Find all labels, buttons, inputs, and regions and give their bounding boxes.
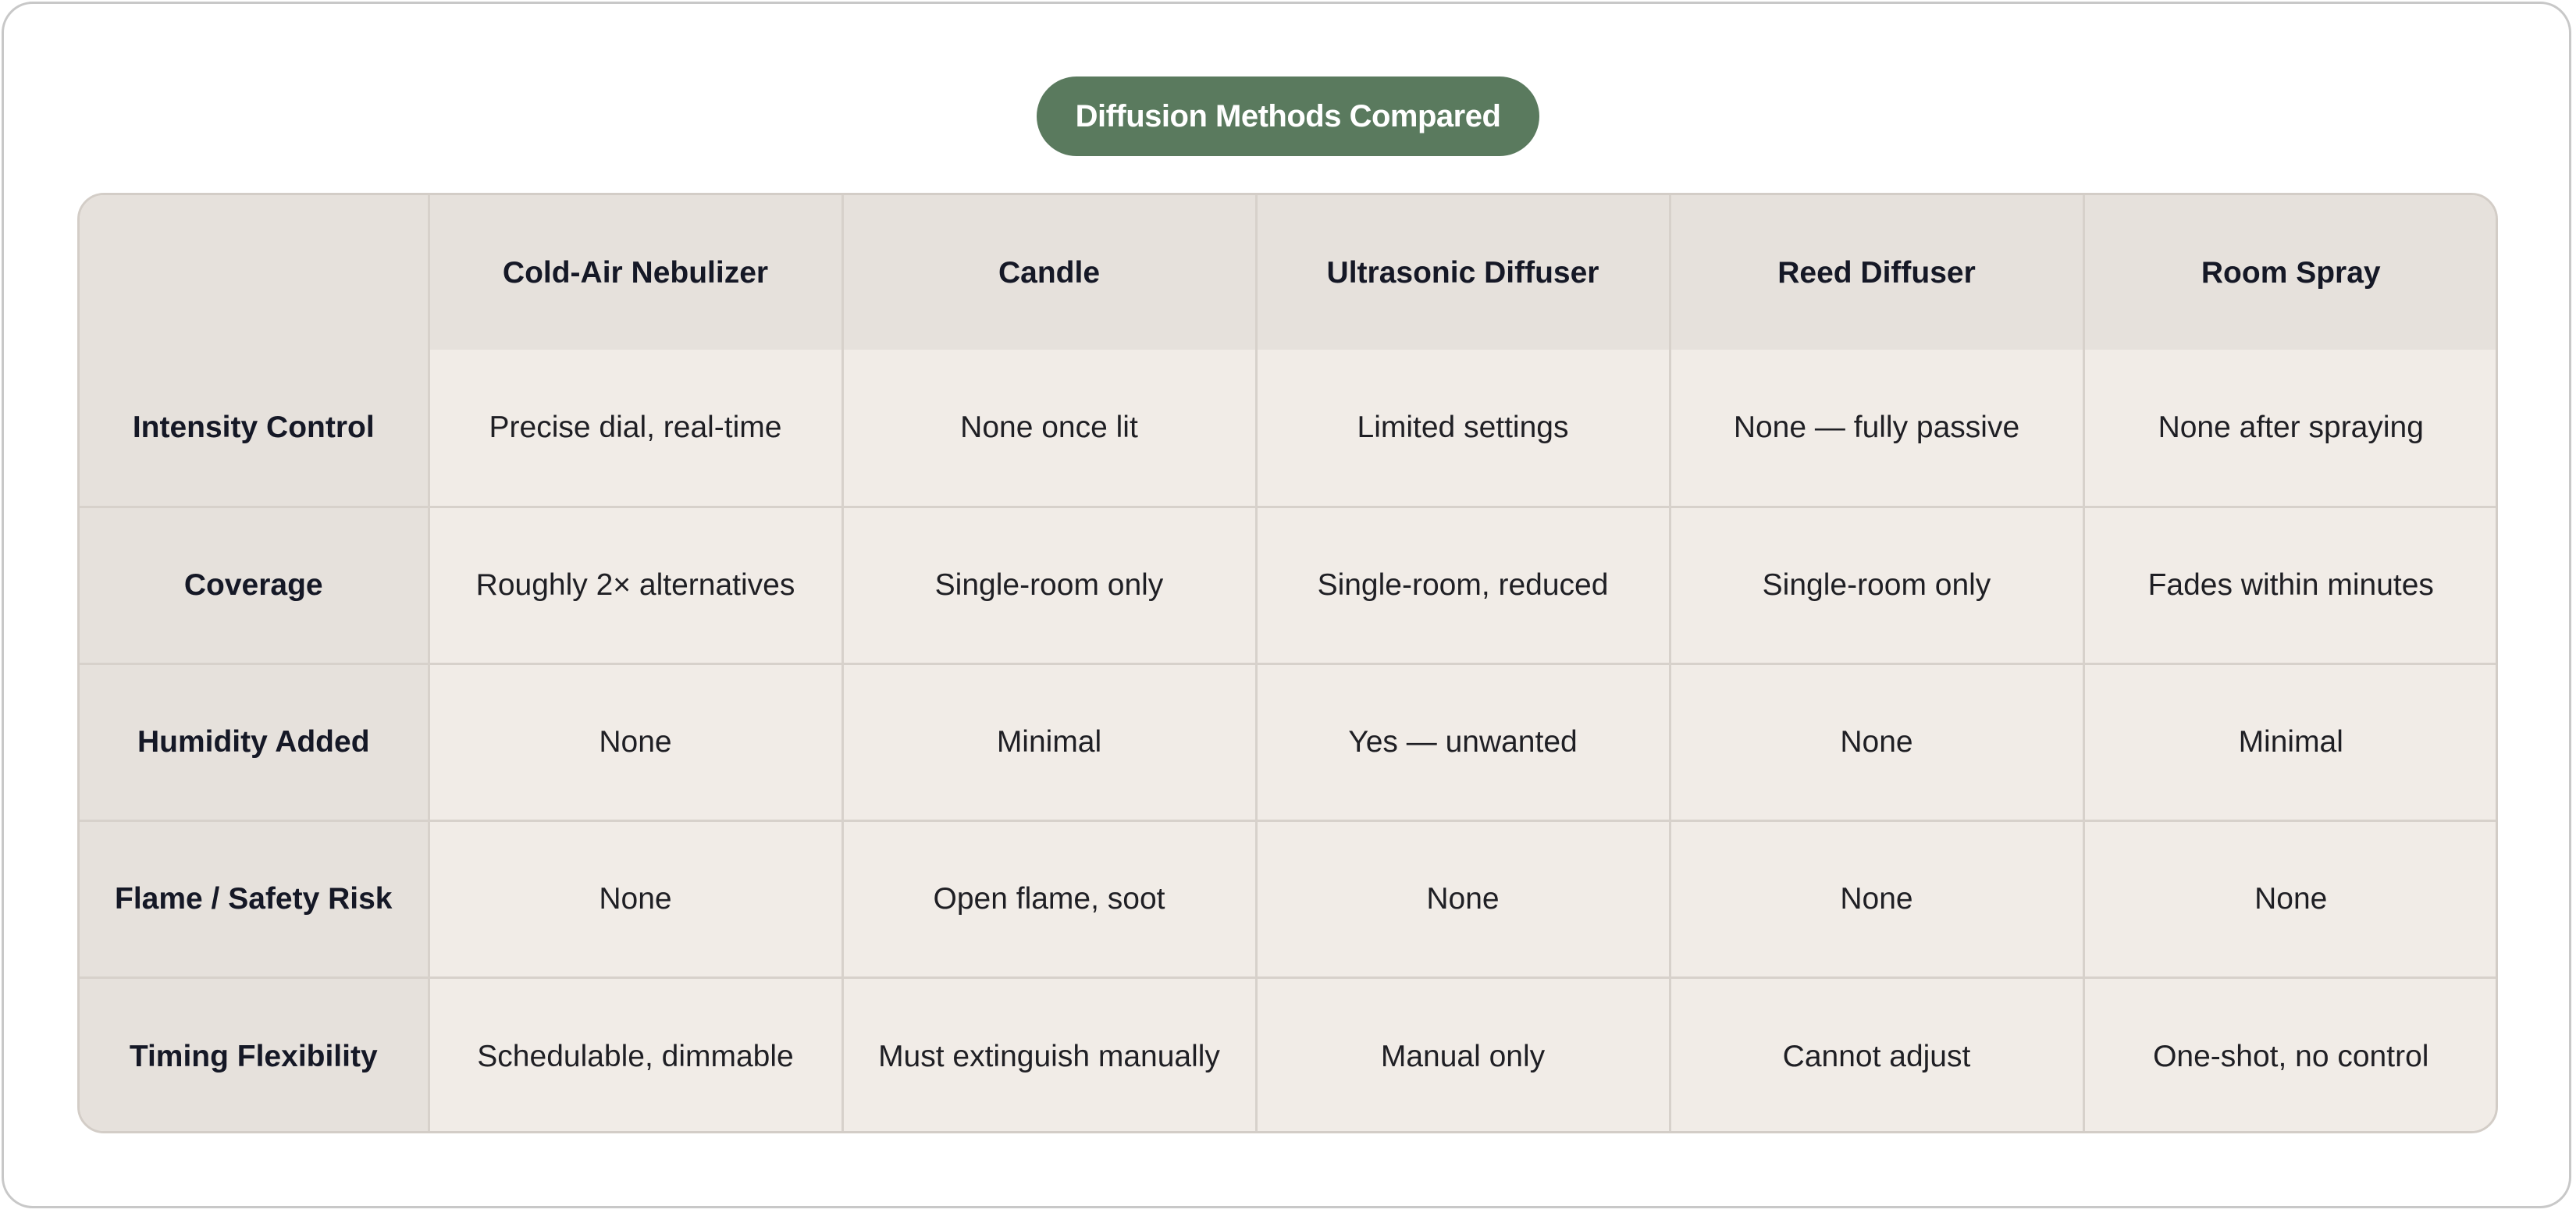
corner-cell <box>80 195 429 350</box>
table-cell: Schedulable, dimmable <box>429 977 842 1133</box>
table-cell: None <box>2083 820 2497 977</box>
table-row <box>80 820 2497 977</box>
table-cell: Open flame, soot <box>842 820 1256 977</box>
row-header: Humidity Added <box>80 663 429 820</box>
table-cell: Precise dial, real-time <box>429 350 842 507</box>
table-row <box>80 977 2497 1133</box>
table-cell: None <box>429 820 842 977</box>
comparison-table-container <box>77 193 2498 1133</box>
table-cell: Limited settings <box>1256 350 1670 507</box>
table-cell: Yes — unwanted <box>1256 663 1670 820</box>
column-header: Candle <box>842 195 1256 350</box>
table-cell: Fades within minutes <box>2083 507 2497 663</box>
table-cell: One-shot, no control <box>2083 977 2497 1133</box>
table-cell: None <box>1670 820 2083 977</box>
table-row <box>80 350 2497 507</box>
table-cell: Minimal <box>842 663 1256 820</box>
table-row <box>80 663 2497 820</box>
table-header <box>80 195 2497 350</box>
column-header: Ultrasonic Diffuser <box>1256 195 1670 350</box>
table-cell: Must extinguish manually <box>842 977 1256 1133</box>
table-cell: None <box>429 663 842 820</box>
table-cell: Roughly 2× alternatives <box>429 507 842 663</box>
table-cell: None — fully passive <box>1670 350 2083 507</box>
table-cell: Cannot adjust <box>1670 977 2083 1133</box>
row-header: Intensity Control <box>80 350 429 507</box>
title-wrap <box>0 76 2576 156</box>
table-cell: None once lit <box>842 350 1256 507</box>
table-cell: None <box>1256 820 1670 977</box>
row-header: Timing Flexibility <box>80 977 429 1133</box>
title-pill: Diffusion Methods Compared <box>1037 76 1540 156</box>
table-cell: Single-room only <box>1670 507 2083 663</box>
table-cell: Manual only <box>1256 977 1670 1133</box>
table-cell: None <box>1670 663 2083 820</box>
header-row <box>80 195 2497 350</box>
column-header: Room Spray <box>2083 195 2497 350</box>
table-cell: Single-room only <box>842 507 1256 663</box>
table-cell: Minimal <box>2083 663 2497 820</box>
table-cell: Single-room, reduced <box>1256 507 1670 663</box>
table-cell: None after spraying <box>2083 350 2497 507</box>
comparison-table <box>80 195 2497 1133</box>
row-header: Coverage <box>80 507 429 663</box>
row-header: Flame / Safety Risk <box>80 820 429 977</box>
column-header: Reed Diffuser <box>1670 195 2083 350</box>
table-body <box>80 350 2497 1133</box>
column-header: Cold-Air Nebulizer <box>429 195 842 350</box>
table-row <box>80 507 2497 663</box>
